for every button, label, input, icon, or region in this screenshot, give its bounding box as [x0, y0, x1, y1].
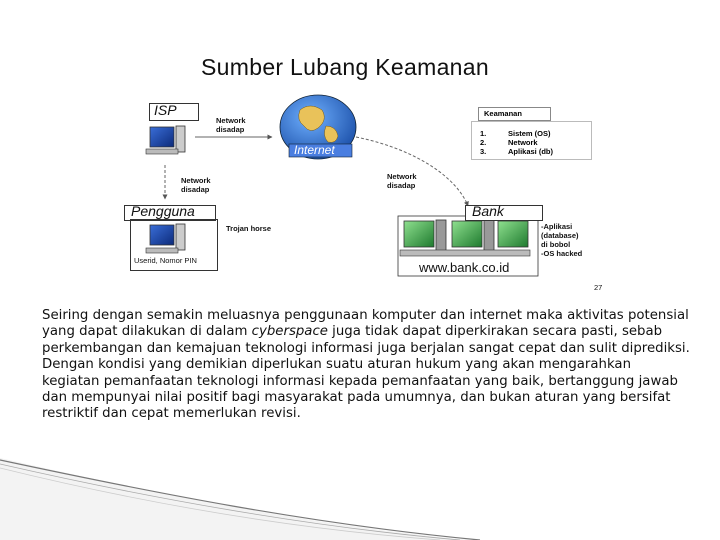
bank-computers-icon	[400, 220, 530, 256]
page-number: 27	[594, 283, 603, 292]
edge-label-isp-internet: Network disadap	[216, 116, 246, 134]
body-text	[42, 308, 692, 423]
paragraph-1: Seiring dengan semakin meluasnya penggunaan komputer dan internet maka aktivitas potensial yang dapat dilakukan di dalam cyberspace juga tidak dapat diperkirakan secara pasti, sebab perkembangan dan kemajuan teknologi informasi juga berjalan sangat cepat dan sulit diprediksi.	[42, 308, 690, 356]
bank-label: Bank	[472, 203, 504, 219]
cyberspace-term: cyberspace	[251, 324, 328, 340]
security-heading: Keamanan	[478, 107, 551, 121]
internet-label: Internet	[294, 143, 335, 157]
bank-notes: -Aplikasi (database) di bobol -OS hacked	[541, 222, 583, 258]
edge-label-trojan: Trojan horse	[226, 224, 272, 233]
isp-computer-icon	[146, 126, 185, 154]
bank-url: www.bank.co.id	[419, 260, 510, 275]
edge-label-isp-user: Network disadap	[181, 176, 211, 194]
user-caption: Userid, Nomor PIN	[134, 256, 197, 265]
decorative-swoosh	[0, 440, 720, 540]
isp-label: ISP	[154, 102, 177, 118]
user-label: Pengguna	[131, 203, 195, 219]
security-item: 1. Sistem (OS)	[480, 129, 551, 138]
diagram-title: Sumber Lubang Keamanan	[201, 54, 489, 80]
paragraph-2: Dengan kondisi yang demikian diperlukan suatu aturan hukum yang akan mengarahkan kegiatan pemanfaatan teknologi informasi kepada pemanfaatan yang baik, bertanggung jawab dan mempunyai nilai positif bagi masyarakat pada umumnya, dan bukan aturan yang bersifat restriktif dan cepat memerlukan revisi.	[42, 357, 678, 422]
security-item: 2. Network	[480, 138, 538, 147]
edge-label-internet-bank: Network disadap	[387, 172, 417, 190]
security-item: 3. Aplikasi (db)	[480, 147, 554, 156]
